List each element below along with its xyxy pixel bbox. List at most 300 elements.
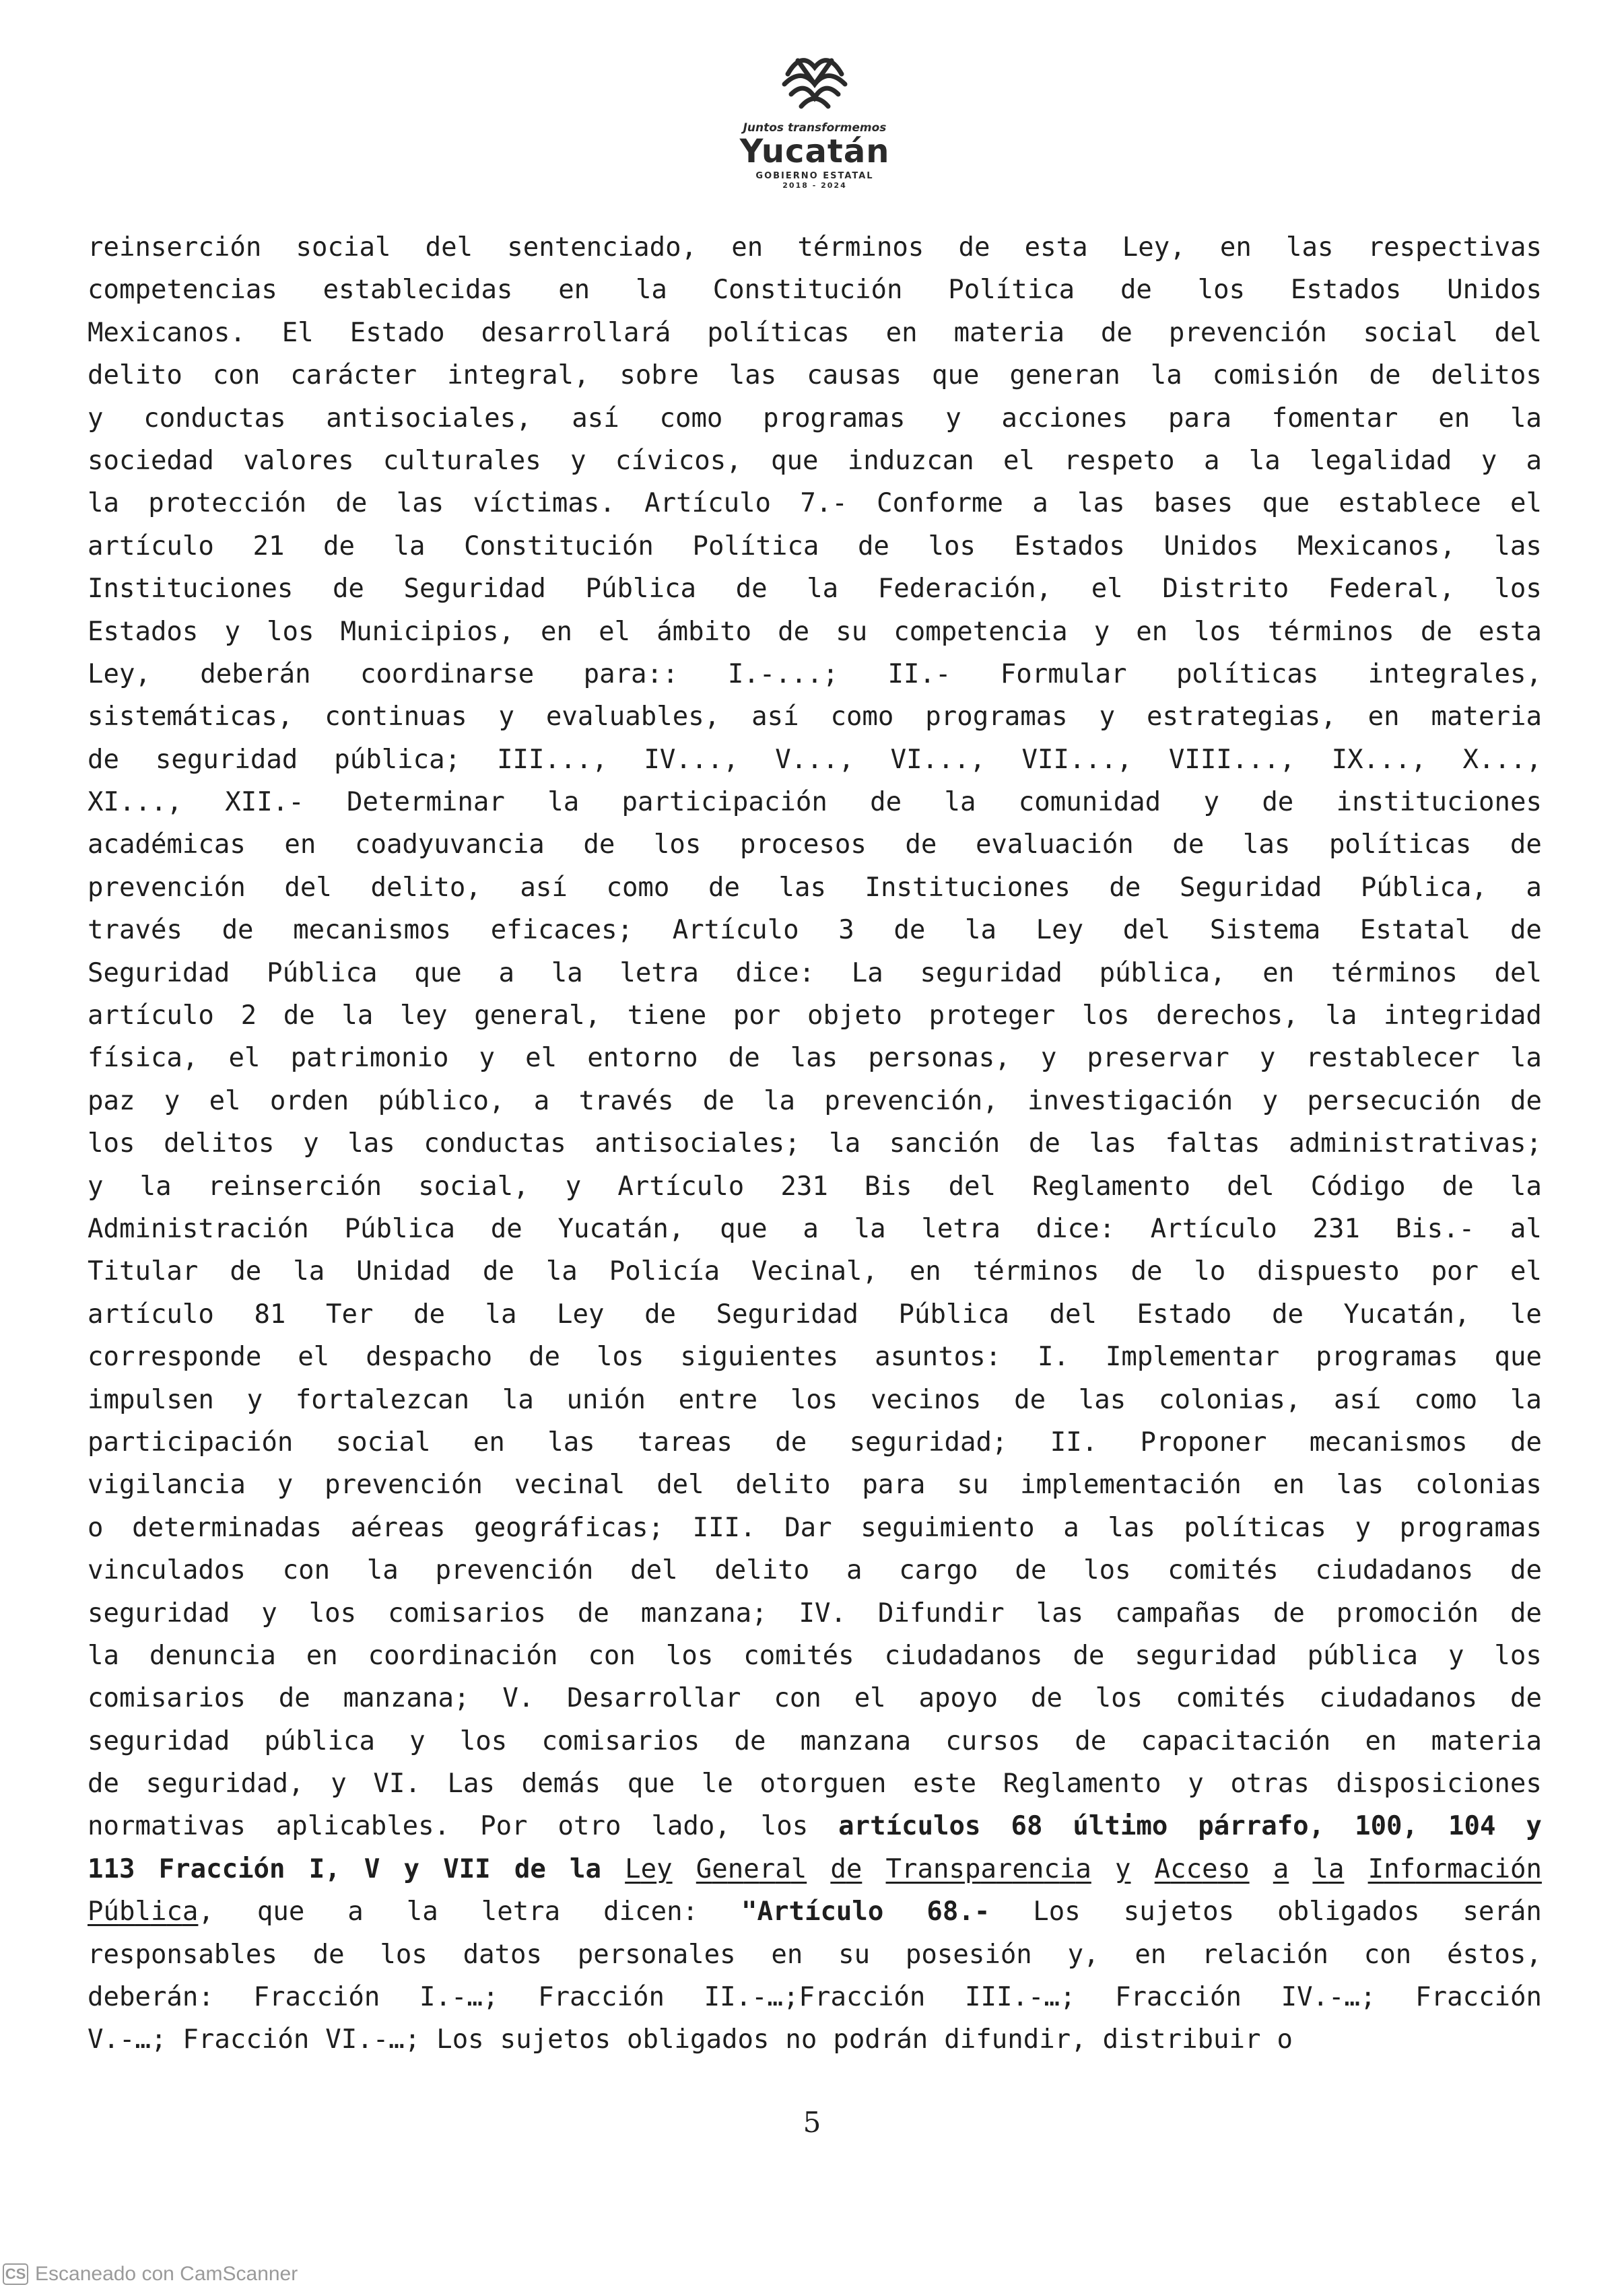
word: pública; [334, 744, 461, 775]
word: Política [948, 275, 1075, 306]
word: de [1420, 616, 1452, 647]
word: comités [743, 1640, 854, 1671]
word: lado, [651, 1811, 731, 1842]
word: a [533, 1085, 550, 1116]
word: de [1120, 275, 1152, 306]
word: general, [474, 1000, 601, 1031]
word: la [1325, 1000, 1357, 1031]
word: y [565, 1171, 582, 1202]
word: que [414, 957, 462, 988]
word: del [948, 1171, 996, 1202]
word: podrán [833, 2024, 928, 2055]
word: la [502, 1384, 534, 1415]
word: y [1448, 1640, 1464, 1671]
word: de [905, 829, 937, 860]
word: Los [1033, 1896, 1081, 1927]
word: para [1168, 403, 1231, 434]
word: Las [447, 1769, 495, 1800]
yucatan-knot-icon [774, 47, 855, 114]
word: la [944, 787, 976, 818]
word: letra [921, 1213, 1001, 1244]
word: colonias [1415, 1470, 1542, 1501]
word: de [1015, 1555, 1047, 1586]
word: Ley, [88, 658, 151, 689]
word: materia [1431, 1725, 1542, 1756]
word: los [88, 1128, 135, 1159]
word: comisarios [88, 1683, 246, 1714]
word: posesión [905, 1939, 1032, 1970]
word: Seguridad [1179, 872, 1322, 903]
word: y [303, 1128, 319, 1159]
word: la [341, 1000, 374, 1031]
word: las [1242, 829, 1291, 860]
word: Estado [1137, 1299, 1232, 1330]
logo-tagline: Juntos transformemos [743, 121, 887, 135]
word: a [803, 1213, 819, 1244]
word: público, [378, 1085, 505, 1116]
word: que [627, 1769, 675, 1800]
word: Artículo [672, 915, 799, 946]
word: la [88, 488, 119, 519]
word: Municipios, [340, 616, 514, 647]
word: esta [1478, 616, 1542, 647]
word: comités [1168, 1555, 1279, 1586]
word: Pública [585, 574, 696, 605]
word: Artículo [644, 488, 772, 519]
word: Estados [88, 616, 199, 647]
word: causas [807, 360, 902, 391]
word: los [928, 531, 976, 561]
word: de [222, 915, 254, 946]
word: de [644, 1299, 677, 1330]
word: y [1481, 445, 1497, 476]
word: en [1367, 702, 1400, 732]
text-line [88, 915, 1542, 957]
word: 100, [1355, 1811, 1419, 1842]
word: administrativas; [1289, 1128, 1542, 1159]
word: pública [264, 1725, 375, 1756]
word: comités [1176, 1683, 1287, 1714]
word: respectivas [1367, 232, 1542, 263]
word: como [659, 403, 723, 434]
word: como [830, 702, 894, 732]
word: continuas [325, 702, 467, 732]
word: legalidad [1310, 445, 1452, 476]
word: el [298, 1342, 330, 1373]
word: otorguen [759, 1769, 887, 1800]
word: en [909, 1256, 941, 1287]
text-line [88, 1513, 1542, 1555]
word: de [413, 1299, 445, 1330]
word: III. [692, 1512, 756, 1543]
word: impulsen [88, 1384, 214, 1415]
word: Constitución [464, 531, 654, 561]
word: Vecinal, [751, 1256, 878, 1287]
word: del [1122, 915, 1171, 946]
word: de [583, 829, 615, 860]
word: y [570, 445, 586, 476]
word: y [1259, 1043, 1276, 1074]
word: las [347, 1128, 395, 1159]
word: sujetos [500, 2024, 611, 2055]
word: 231 [1312, 1213, 1360, 1244]
word: y [945, 403, 961, 434]
word: Yucatán, [1343, 1299, 1470, 1330]
word: programas [1316, 1342, 1458, 1373]
word: antisociales; [595, 1128, 801, 1159]
text-line [88, 1854, 1542, 1896]
word: del [284, 872, 332, 903]
word: prevención [435, 1555, 594, 1586]
word: de [1130, 1256, 1163, 1287]
word: y [164, 1085, 180, 1116]
word: párrafo, [1198, 1811, 1325, 1842]
word: ley [400, 1000, 448, 1031]
word: acciones [1001, 403, 1128, 434]
word: Implementar [1105, 1342, 1280, 1373]
word: prevención [325, 1470, 483, 1501]
word: I.-…; [419, 1982, 499, 2013]
text-line [88, 1128, 1542, 1171]
word: términos [972, 1256, 1099, 1287]
word: la [854, 1213, 886, 1244]
word: los [267, 616, 314, 647]
word: de [1172, 829, 1205, 860]
word: las [547, 1427, 595, 1458]
word: Ley [625, 1853, 673, 1884]
word: los [596, 1342, 644, 1373]
word: Yucatán, [557, 1213, 685, 1244]
word: los [380, 1939, 428, 1970]
word: participación [88, 1427, 294, 1458]
word: programas [1399, 1512, 1542, 1543]
word: III..., [497, 744, 608, 775]
word: patrimonio [290, 1043, 449, 1074]
word: Ley, [1122, 232, 1186, 263]
word: física, [88, 1043, 199, 1074]
word: cursos [945, 1725, 1041, 1756]
word: despacho [366, 1342, 493, 1373]
word: la [393, 531, 426, 561]
word: que [771, 445, 819, 476]
word: General [696, 1853, 807, 1884]
word: aéreas [350, 1512, 446, 1543]
word: bases [1153, 488, 1233, 519]
word: culturales [382, 445, 541, 476]
word: del [1049, 1299, 1097, 1330]
word: Seguridad [403, 574, 546, 605]
word: las [778, 872, 826, 903]
word: seguridad [155, 744, 298, 775]
word: VII [443, 1853, 491, 1884]
word: y [1262, 1085, 1279, 1116]
word: los [1082, 1000, 1130, 1031]
word: sujetos [1123, 1896, 1235, 1927]
word: Acceso [1154, 1853, 1250, 1884]
word: integrales, [1367, 658, 1542, 689]
word: y [1203, 787, 1219, 818]
word: campañas [1115, 1598, 1242, 1629]
word: a [1526, 872, 1542, 903]
word: en [1219, 232, 1252, 263]
word: restablecer [1306, 1043, 1480, 1074]
word: Pública, [88, 1896, 214, 1927]
word: seguridad, [145, 1769, 304, 1800]
word: y [1526, 1811, 1542, 1842]
word: y [88, 1171, 104, 1202]
word: establece [1339, 488, 1481, 519]
word: Estatal [1359, 915, 1471, 946]
word: delitos [164, 1128, 275, 1159]
word: IV.-…; [1281, 1982, 1376, 2013]
word: conductas [143, 403, 286, 434]
word: corresponde [88, 1342, 262, 1373]
word: social [1363, 317, 1458, 348]
word: de [514, 1853, 546, 1884]
word: Instituciones [88, 574, 294, 605]
word: social [296, 232, 391, 263]
scanner-text: Escaneado con CamScanner [35, 2263, 298, 2285]
word: sistemáticas, [88, 702, 294, 732]
word: Unidos [1163, 531, 1259, 561]
word: del [1227, 1171, 1275, 1202]
word: 2 [240, 1000, 257, 1031]
word: de [1510, 1427, 1542, 1458]
word: de [734, 1725, 766, 1756]
text-line [88, 2024, 1542, 2067]
word: por [733, 1000, 781, 1031]
word: Instituciones [865, 872, 1071, 903]
word: procesos [739, 829, 867, 860]
word: que [1262, 488, 1310, 519]
word: dice: [1036, 1213, 1116, 1244]
word: dice: [735, 957, 815, 988]
word: la [485, 1299, 517, 1330]
word: que [720, 1213, 768, 1244]
word: II. [1050, 1427, 1098, 1458]
word: geográficas; [474, 1512, 664, 1543]
text-line [88, 617, 1542, 659]
word: a [1273, 1853, 1289, 1884]
word: aplicables. [275, 1811, 450, 1842]
word: las [1078, 1384, 1126, 1415]
word: a [1032, 488, 1048, 519]
word: letra [619, 957, 699, 988]
text-line [88, 531, 1542, 574]
word: de [857, 531, 889, 561]
word: a [846, 1555, 862, 1586]
word: de [1442, 1171, 1474, 1202]
word: las [396, 488, 444, 519]
word: en [1262, 957, 1295, 988]
word: pública, [1099, 957, 1226, 988]
word: su [836, 616, 868, 647]
word: coordinarse [360, 658, 535, 689]
word: de [88, 744, 119, 775]
word: evaluación [975, 829, 1134, 860]
word: la [635, 275, 667, 306]
word: éstos, [1446, 1939, 1542, 1970]
word: la [764, 1085, 796, 1116]
logo-years: 2018 - 2024 [782, 181, 847, 190]
text-line [88, 1811, 1542, 1853]
word: IX..., [1331, 744, 1427, 775]
word: en [558, 275, 590, 306]
word: 21 [252, 531, 285, 561]
word: Mexicanos, [1297, 531, 1456, 561]
word: no [785, 2024, 817, 2055]
word: 68 [1011, 1811, 1043, 1842]
word: investigación [1027, 1085, 1233, 1116]
text-line [88, 1385, 1542, 1427]
word: I. [1037, 1342, 1069, 1373]
word: eficaces; [490, 915, 634, 946]
word: valores [243, 445, 354, 476]
text-line [88, 1086, 1542, 1128]
word: la [366, 1555, 399, 1586]
word: del [630, 1555, 678, 1586]
word: de [529, 1342, 560, 1373]
word: entre [678, 1384, 758, 1415]
word: la [807, 574, 839, 605]
word: vinculados [88, 1555, 246, 1586]
word: en [1438, 403, 1470, 434]
word: II.- [887, 658, 951, 689]
text-line [88, 1256, 1542, 1299]
word: VIII..., [1168, 744, 1295, 775]
word: o [88, 1512, 104, 1543]
word: términos [797, 232, 924, 263]
word: que [257, 1896, 305, 1927]
word: integral, [447, 360, 590, 391]
word: carácter [290, 360, 417, 391]
word: Pública [344, 1213, 455, 1244]
word: antisociales, [326, 403, 532, 434]
word: integridad [1384, 1000, 1542, 1031]
word: Federación, [877, 574, 1052, 605]
logo-government: GOBIERNO ESTATAL [755, 171, 874, 181]
word: Policía [609, 1256, 720, 1287]
word: de [283, 1000, 315, 1031]
word: relación [1202, 1939, 1328, 1970]
text-line [88, 1598, 1542, 1641]
word: y [1115, 1853, 1131, 1884]
text-line [88, 1470, 1542, 1512]
word: V..., [775, 744, 854, 775]
word: de [278, 1683, 310, 1714]
word: la [88, 1640, 119, 1671]
text-line [88, 829, 1542, 872]
word: delito, [370, 872, 481, 903]
word: programas [763, 403, 906, 434]
word: de [708, 872, 740, 903]
word: 7.- [800, 488, 848, 519]
word: de [1510, 1598, 1542, 1629]
word: la [965, 915, 996, 946]
word: evaluables, [545, 702, 720, 732]
word: en [306, 1640, 338, 1671]
word: términos [1330, 957, 1458, 988]
word: el [525, 1043, 557, 1074]
word: de [1014, 1384, 1046, 1415]
word: Unidos [1447, 275, 1542, 306]
word: de [778, 616, 810, 647]
word: vecinos [870, 1384, 982, 1415]
word: Dar [784, 1512, 832, 1543]
word: instituciones [1336, 787, 1542, 818]
header-logo [714, 47, 916, 190]
word: Estados [1290, 275, 1402, 306]
word: sanción [889, 1128, 1001, 1159]
word: las [1077, 488, 1125, 519]
word: otro [557, 1811, 621, 1842]
word: políticas [707, 317, 850, 348]
word: Fracción [253, 1982, 380, 2013]
word: y [246, 1384, 263, 1415]
word: al [1510, 1213, 1542, 1244]
word: V.-…; [88, 2024, 167, 2055]
word: y [277, 1470, 294, 1501]
word: como [1414, 1384, 1478, 1415]
word: lo [1194, 1256, 1226, 1287]
word: I.-...; [727, 658, 839, 689]
word: establecidas [323, 275, 513, 306]
word: políticas [1176, 658, 1319, 689]
word: y [1093, 616, 1110, 647]
word: con [1363, 1939, 1412, 1970]
word: le [701, 1769, 733, 1800]
text-line [88, 873, 1542, 915]
word: de [1510, 1683, 1542, 1714]
word: y [261, 1598, 277, 1629]
word: la [406, 1896, 438, 1927]
text-line [88, 702, 1542, 744]
word: Fracción [1415, 1982, 1542, 2013]
logo-name: Yucatán [739, 133, 890, 170]
word: la [829, 1128, 861, 1159]
word: Reglamento [1003, 1769, 1161, 1800]
word: la [547, 787, 580, 818]
word: difundir, [944, 2024, 1087, 2055]
word: de [577, 1598, 609, 1629]
word: Código [1310, 1171, 1406, 1202]
word: las [1036, 1598, 1084, 1629]
word: serán [1462, 1896, 1542, 1927]
word: las [1108, 1512, 1155, 1543]
word: IV. [799, 1598, 846, 1629]
word: delito [714, 1555, 810, 1586]
word: y [479, 1043, 496, 1074]
word: de [870, 787, 902, 818]
text-line [88, 1214, 1542, 1256]
word: y [1188, 1769, 1204, 1800]
word: de [1075, 1725, 1107, 1756]
word: así [751, 702, 799, 732]
word: Fracción [182, 2024, 310, 2055]
word: seguridad [1135, 1640, 1277, 1671]
word: le [1510, 1299, 1542, 1330]
word: los [760, 1811, 809, 1842]
word: deberán [200, 658, 311, 689]
word: de [702, 1085, 735, 1116]
word: víctimas. [473, 488, 615, 519]
word: del [656, 1470, 704, 1501]
word: reinserción [207, 1171, 382, 1202]
word: de [893, 915, 926, 946]
word: competencia [893, 616, 1068, 647]
word: VII..., [1021, 744, 1132, 775]
word: de [1262, 787, 1294, 818]
